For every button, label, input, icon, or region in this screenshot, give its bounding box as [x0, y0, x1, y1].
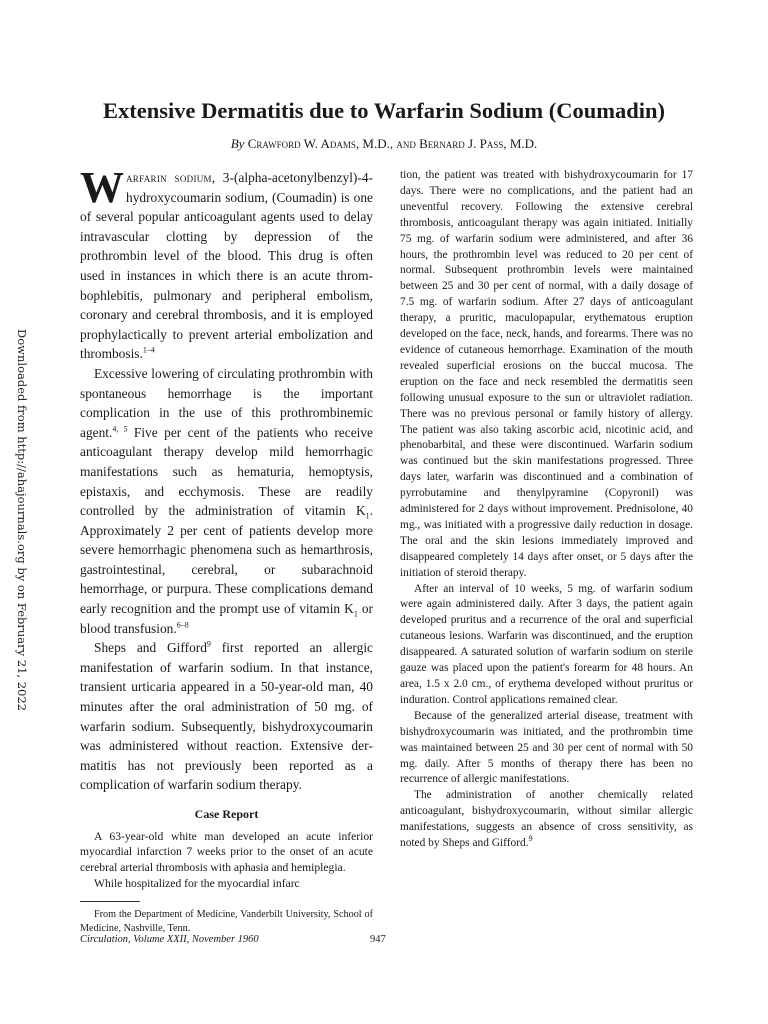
- case-report-heading: Case Report: [194, 807, 259, 821]
- case-paragraph-1: A 63-year-old white man developed an acute inferior myocardial infarction 7 weeks prior to the onset of an acute cerebral arterial thrombosis with aphasia and hemiplegia.: [80, 829, 373, 875]
- ref-mark: 4, 5: [112, 424, 128, 434]
- intro-lead: arfarin sodium,: [126, 170, 216, 185]
- article-title: Extensive Dermatitis due to Warfarin Sodium (Coumadin): [102, 98, 666, 123]
- subscript: 1: [365, 511, 370, 521]
- byline-by: By: [230, 136, 245, 151]
- paragraph-treatment: Because of the generalized arterial disease, treatment with bishydroxycoumarin was initiated, and the prothrombin time was maintained between 25 and 30 per cent of normal with 50 mg. daily. After 5 months of therapy there has been no recurrence of allergic manifestations.: [400, 709, 693, 786]
- text-span: Excessive lowering of circulating prothrombin with spontaneous hemorrhage is the important complication in the use of this prothrombinemic agent.: [80, 365, 373, 440]
- intro-paragraph: [80, 163, 373, 364]
- ref-mark: 9: [206, 639, 211, 649]
- footnote-divider: [80, 901, 140, 902]
- paragraph-conclusion: [400, 788, 693, 852]
- text-span: first reported an allergic manifestation of warfarin sodium. In that instance, transient urticaria appeared in a 50-year-old man, 40 minutes after the oral administration of 50 mg. of warfarin sodium. Subsequently, bishydroxycoumarin was administered without reaction. Extensive dermatitis has not previously been reported as a complication of warfarin sodium therapy.: [80, 640, 373, 793]
- case-paragraph-2: While hospitalized for the myocardial infarc: [94, 876, 300, 890]
- page-number: 947: [370, 934, 386, 945]
- right-column: [400, 168, 693, 852]
- ref-mark: 6–8: [176, 620, 189, 630]
- case-report-text: [80, 829, 373, 892]
- text-span: Five per cent of the patients who receive anticoagulant therapy develop mild hemorrhagic manifestations such as hematuria, hemoptysis, epistaxis, and ecchymosis. These are readily controlled by the administration of vitamin K: [80, 424, 373, 519]
- byline-authors: Crawford W. Adams, M.D., and Bernard J. Pass, M.D.: [247, 136, 538, 151]
- paragraph-hemorrhage: [80, 364, 373, 638]
- text-span: The administration of another chemically related anticoagulant, bishydroxycoumarin, without similar allergic manifestations, suggests an absence of cross sensitivity, as noted by Sheps and Gifford.: [400, 789, 693, 850]
- intro-text: 3-(alpha-acetonylbenzyl)-4-hydroxycoumarin sodium, (Coumadin) is one of several popular anticoagulant agents used to delay intravascular clotting by depression of the prothrombin level of the blood. This drug is often used in instances in which there is an acute thrombophlebitis, pulmonary and peripheral embolism, coronary and cerebral thrombosis, and it is employed prophylactically to prevent arterial embolization and thrombosis.: [80, 170, 373, 362]
- left-column: [80, 163, 373, 936]
- case-continuation: tion, the patient was treated with bishydroxycoumarin for 17 days. There were no complications, and the patient had an uneventful recovery. Following the extensive cerebral thrombosis, anticoagulant therapy was again initiated. Initially 75 mg. of warfarin sodium were administered, and after 36 hours, the prothrombin level was reduced to 20 per cent of normal. Subsequent prothrombin levels were maintained between 25 and 30 per cent of normal, with a daily dosage of 7.5 mg. of warfarin sodium. After 27 days of anticoagulant therapy, a pruritic, maculopapular, erythematous eruption developed on the face, neck, hands, and forearms. There was no evidence of cutaneous hemorrhage. Examination of the mouth revealed superficial erosions on the buccal mucosa. The eruption on the face and neck resembled the dermatitis seen following unusual exposure to the sun or ultraviolet radiation. There was no previous personal or family history of allergy. The patient was also taking ascorbic acid, nicotinic acid, and phenobarbital, and these were discontinued. Warfarin sodium was continued but the skin manifestations progressed. Three days later, warfarin was discontinued and a combination of pyrrobutamine and thenylpyramine (Copyronil) was administered for 2 days without improvement. Prednisolone, 40 mg., was initiated with a progressive daily reduction in dosage. The oral and the skin lesions immediately improved and disappeared completely 14 days after onset, or 5 days after the initiation of steroid therapy.: [400, 169, 693, 579]
- paragraph-sheps-gifford: [80, 638, 373, 795]
- download-watermark: Downloaded from http://ahajournals.org by on February 21, 2022: [15, 329, 29, 711]
- ref-mark: 1–4: [142, 345, 155, 355]
- journal-citation: Circulation, Volume XXII, November 1960: [80, 934, 259, 945]
- drop-cap: W: [80, 163, 124, 212]
- paragraph-rechallenge: After an interval of 10 weeks, 5 mg. of warfarin sodium were again administered daily. After 3 days, the patient again developed pruritus and a recurrence of the oral and superficial cutaneous lesions. Warfarin was discontinued, and the eruption disappeared. A saturated solution of warfarin sodium on sterile gauze was placed upon the patient's forearm for 48 hours. An area, 1.5 x 2.0 cm., of erythema developed without pruritus or induration. Control applications remained clear.: [400, 582, 693, 706]
- ref-mark: 9: [528, 834, 533, 844]
- footnote-text: From the Department of Medicine, Vanderbilt University, School of Medicine, Nashville, Tenn.: [80, 908, 373, 934]
- subscript: 1: [353, 609, 358, 619]
- text-span: Sheps and Gifford: [94, 640, 207, 656]
- text-span: or blood transfusion.: [80, 601, 373, 636]
- text-span: . Approximately 2 per cent of patients develop more severe hemorrhagic phenomena such as hemarthrosis, gastrointestinal, cerebral, or subarachnoid hemorrhage, or purpura. These complications demand early recognition and the prompt use of vitamin K: [80, 503, 373, 617]
- affiliation-footnote: [80, 908, 373, 936]
- byline: [0, 136, 768, 152]
